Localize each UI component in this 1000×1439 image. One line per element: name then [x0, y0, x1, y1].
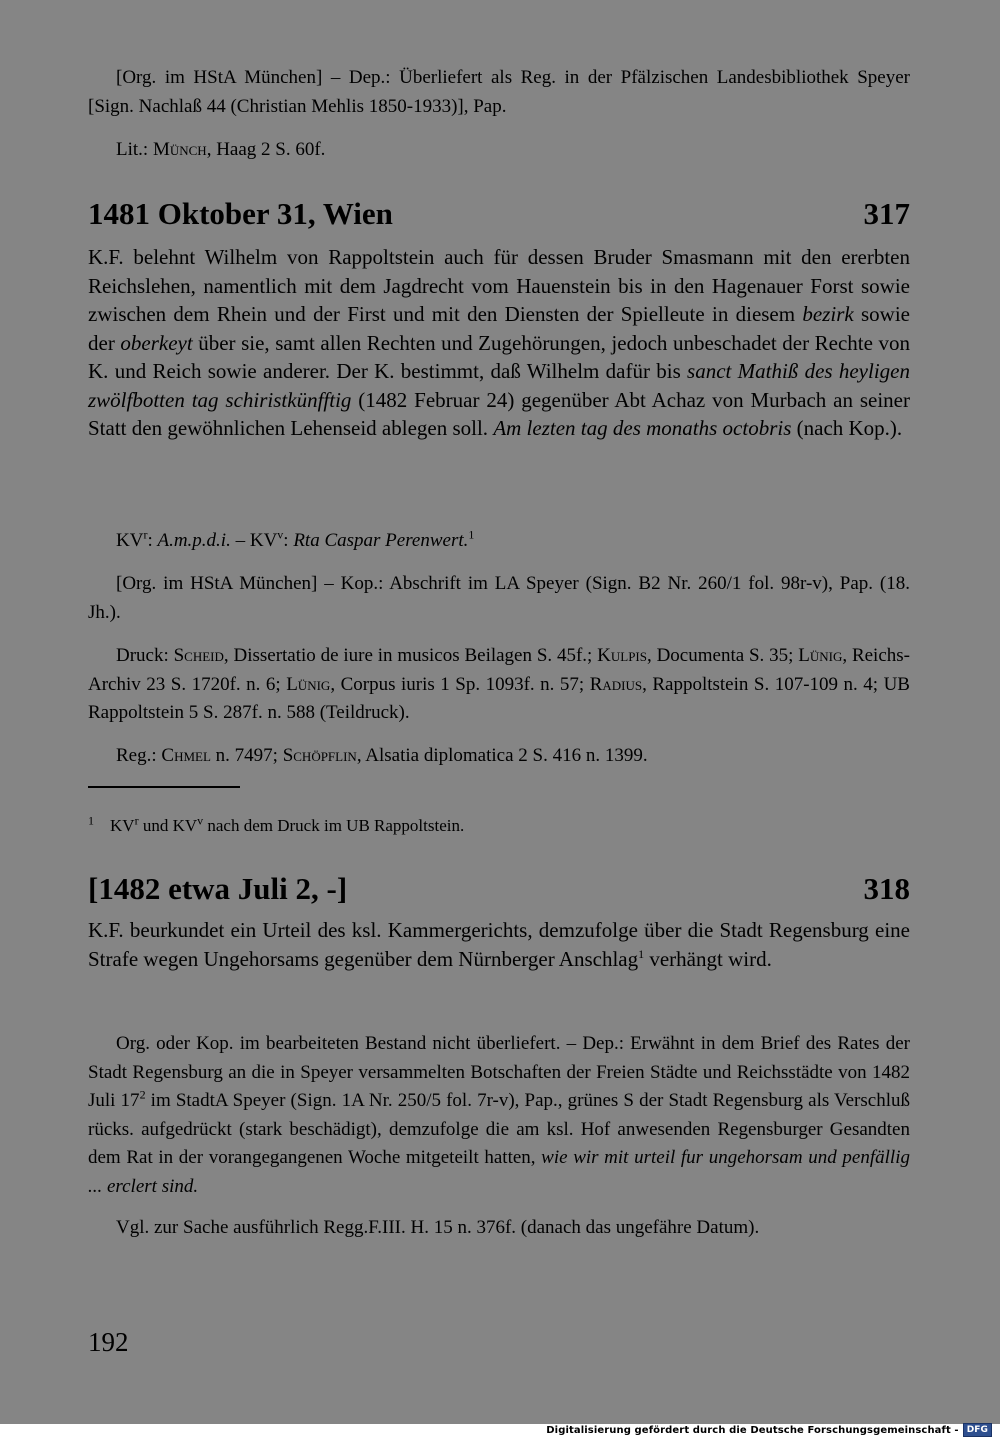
funding-credit: [546, 1423, 992, 1437]
footnote-marker: 1: [88, 813, 94, 828]
dfg-logo: DFG: [963, 1423, 992, 1437]
entry-heading-317: [88, 197, 910, 231]
origin-paragraph-318: Org. oder Kop. im bearbeiteten Bestand nicht überliefert. – Dep.: Erwähnt in dem Brief des Rates der Stadt Regensburg an die in Speyer versammelten Botschaften der Freien Städte und Reichsstädte von 1482 Juli $17^2$ im StadtA Speyer (Sign. 1A Nr. 250/5 fol. 7r-v), Pap., grünes S der Stadt Regensburg als Verschluß rücks. aufgedrückt (stark beschädigt), demzufolge die am ksl. Hof anwesenden Regensburger Gesandten dem Rat in der vorangegangenen Woche mitgeteilt hatten, wie wir mit urteil fur ungehorsam und penfällig ... erclert sind.: [88, 1033, 910, 1197]
print-paragraph: Druck: Scheid, Dissertatio de iure in musicos Beilagen S. 45f.; Kulpis, Documenta S. 35; Lünig, Reichs-Archiv 23 S. 1720f. n. 6; Lünig, Corpus iuris 1 Sp. 1093f. n. 57; Radius, Rappoltstein S. 107-109 n. 4; UB Rappoltstein 5 S. 287f. n. 588 (Teildruck).: [88, 645, 910, 723]
page-number: 192: [88, 1327, 129, 1357]
entry-heading-318: [88, 872, 910, 906]
reference-paragraph: Vgl. zur Sache ausführlich Regg.F.III. H. 15 n. 376f. (danach das ungefähre Datum).: [116, 1217, 760, 1238]
entry-date-place: [1482 etwa Juli 2, -]: [88, 871, 348, 906]
footnote-ref: 2: [139, 1087, 146, 1102]
regest-text-318: K.F. beurkundet ein Urteil des ksl. Kammergerichts, demzufolge über die Stadt Regensburg eine Strafe wegen Ungehorsams gegenüber dem Nürnberger Anschlag$^1$ verhängt wird.: [88, 918, 910, 971]
regest-text-317: K.F. belehnt Wilhelm von Rappoltstein auch für dessen Bruder Smasmann mit den ererbten Reichslehen, namentlich mit dem Jagdrecht vom Hauenstein bis in den Hagenauer Forst sowie zwischen dem Rhein und der First und mit den Diensten der Spielleute in diesem bezirk sowie der oberkeyt über sie, samt allen Rechten und Zugehörungen, jedoch unbeschadet der Rechte von K. und Reich sowie anderer. Der K. bestimmt, daß Wilhelm dafür bis sanct Mathiß des heyligen zwölfbotten tag schiristkünfftig (1482 Februar 24) gegenüber Abt Achaz von Murbach an seiner Statt den gewöhnlichen Lehenseid ablegen soll. Am lezten tag des monaths octobris (nach Kop.).: [88, 245, 910, 440]
literature-paragraph: Lit.: Münch, Haag 2 S. 60f.: [116, 139, 326, 160]
credit-text: Digitalisierung gefördert durch die Deutsche Forschungsgemeinschaft -: [546, 1424, 959, 1436]
footnote-ref: 1: [638, 946, 645, 961]
entry-number: 317: [863, 196, 910, 231]
kanzleivermerk-paragraph: $KV^r$: A.m.p.d.i. – $KV^v$: Rta Caspar Perenwert.$^1$: [116, 527, 475, 551]
origin-paragraph: [Org. im HStA München] – Kop.: Abschrift im LA Speyer (Sign. B2 Nr. 260/1 fol. 98r-v), Pap. (18. Jh.).: [88, 573, 910, 623]
entry-number: 318: [863, 871, 910, 906]
footnote-ref: 1: [468, 527, 475, 542]
source-paragraph: [Org. im HStA München] – Dep.: Überliefert als Reg. in der Pfälzischen Landesbibliothek Speyer [Sign. Nachlaß 44 (Christian Mehlis 1850-1933)], Pap.: [88, 67, 910, 117]
footnote-separator: [88, 786, 240, 788]
entry-date-place: 1481 Oktober 31, Wien: [88, 196, 393, 231]
regesta-paragraph: Reg.: Chmel n. 7497; Schöpflin, Alsatia diplomatica 2 S. 416 n. 1399.: [116, 745, 648, 766]
footnote: $^1$ $KV^r$ und $KV^v$ nach dem Druck im UB Rappoltstein.: [88, 813, 465, 835]
